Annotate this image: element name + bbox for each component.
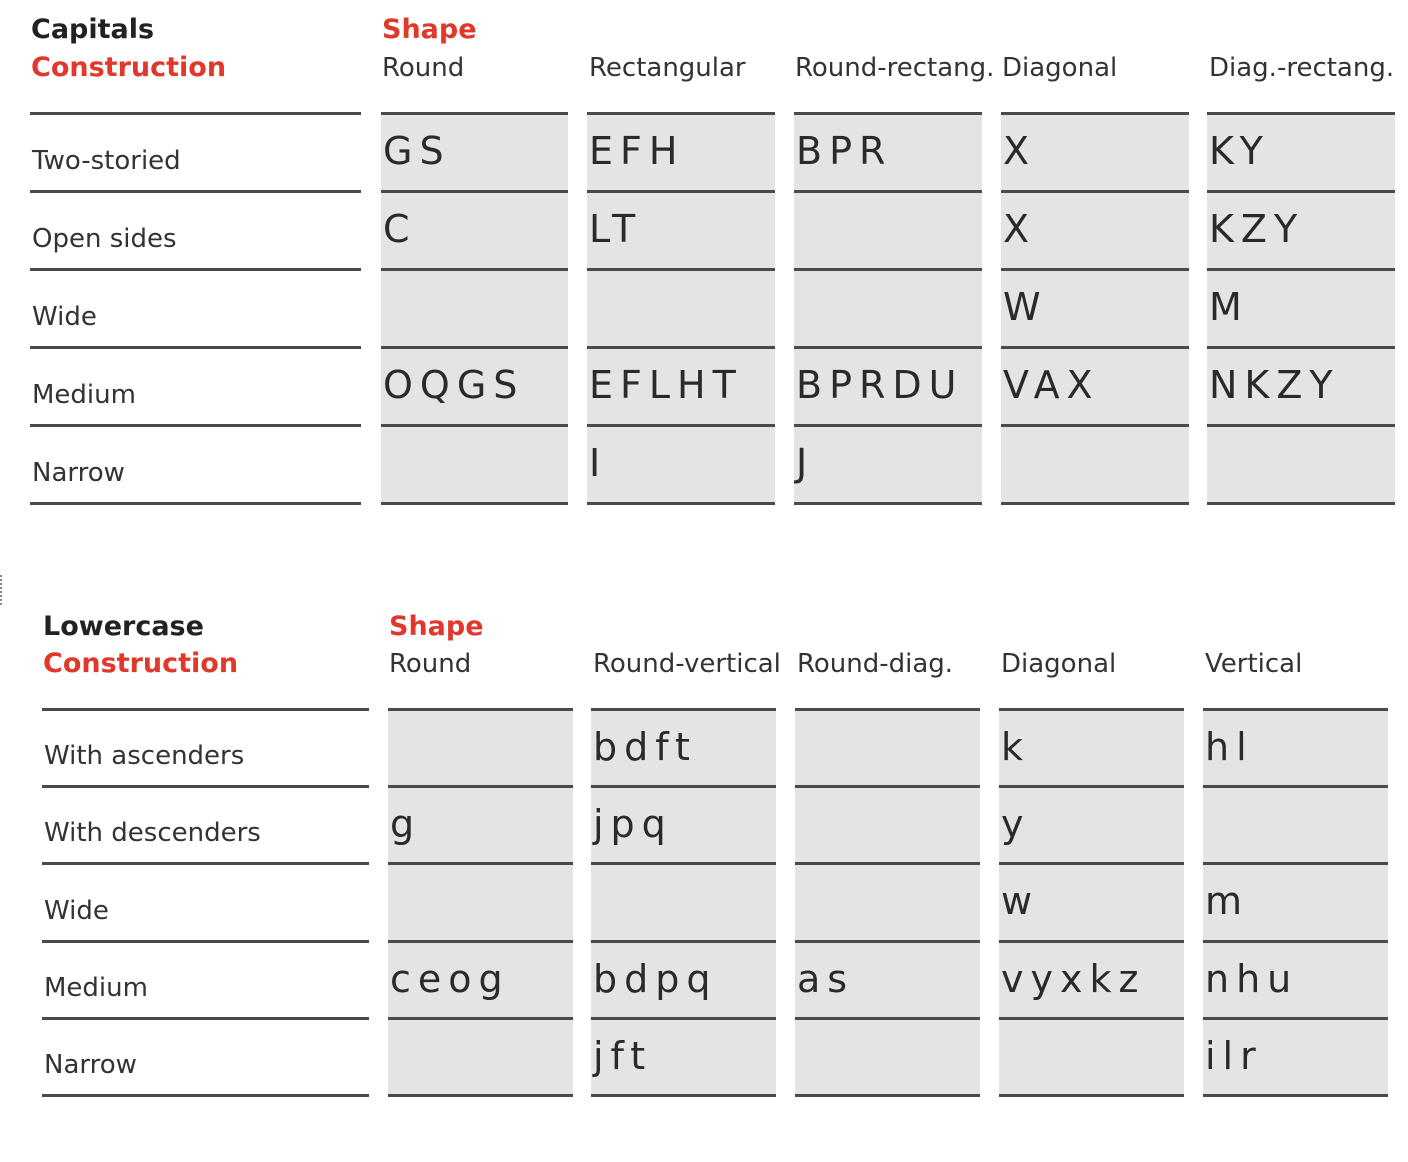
letter-group: I [589,441,608,485]
letter-cell [1207,427,1395,505]
letter-cell [381,349,568,427]
letter-cell [591,943,776,1020]
letter-group: vyxkz [1001,956,1146,1001]
row-label-text: Two-storied [32,146,181,176]
row-label-text: Open sides [32,224,177,254]
letter-group: C [383,207,417,251]
letter-cell [1207,271,1395,349]
letter-cell [587,427,775,505]
row-label [30,427,361,505]
letter-group: EFLHT [589,363,743,407]
row-label-text: Medium [32,380,136,410]
letter-group: BPR [796,129,893,173]
letter-cell [1207,349,1395,427]
letter-cell [1203,865,1388,942]
column-header: Round [389,649,472,679]
letter-cell [1203,788,1388,865]
column-header: Round-rectang. [795,53,995,83]
letter-cell [999,788,1184,865]
row-label [42,943,369,1020]
letter-group: J [796,441,815,485]
letter-group: bdft [593,725,697,769]
letter-group: KZY [1209,207,1305,251]
letter-group: W [1003,285,1048,329]
letter-group: as [797,956,855,1001]
letter-group: k [1001,725,1031,769]
letter-cell [795,943,980,1020]
letter-group: jft [593,1033,653,1078]
letter-cell [1001,349,1189,427]
letter-group: M [1209,285,1249,329]
letter-group: nhu [1205,956,1299,1001]
column-header: Rectangular [589,53,746,83]
row-label-text: With ascenders [44,741,245,772]
letter-group: ilr [1205,1033,1263,1078]
letter-group: X [1003,207,1037,251]
row-label-text: With descenders [44,818,261,849]
row-label-text: Narrow [44,1049,137,1080]
letter-group: KY [1209,129,1270,173]
letter-group: VAX [1003,363,1100,407]
construction-label: Construction [43,648,239,679]
letter-cell [1207,115,1395,193]
letter-cell [1001,427,1189,505]
row-label [42,788,369,865]
letter-group: jpq [593,802,673,847]
letter-cell [587,349,775,427]
letter-cell [388,865,573,942]
letter-cell [587,193,775,271]
letter-cell [1001,115,1189,193]
row-label-text: Medium [44,972,148,1003]
letter-cell [999,865,1184,942]
letter-group: EFH [589,129,685,173]
letter-cell [794,115,982,193]
letter-cell [1001,271,1189,349]
letter-cell [591,1020,776,1097]
letter-cell [999,943,1184,1020]
column-header: Diagonal [1002,53,1118,83]
column-header: Diag.-rectang. [1209,53,1395,83]
letter-cell [388,1020,573,1097]
shape-label: Shape [382,14,477,45]
letter-cell [795,711,980,788]
letter-cell [794,193,982,271]
row-label [42,865,369,942]
letter-cell [795,1020,980,1097]
column-header: Round [382,53,465,83]
row-label [42,1020,369,1097]
letter-cell [794,427,982,505]
column-header: Round-diag. [797,649,954,679]
letter-group: g [390,802,422,847]
row-label [30,271,361,349]
letter-group: NKZY [1209,363,1340,407]
row-label [42,711,369,788]
letter-cell [999,711,1184,788]
letter-cell [1203,1020,1388,1097]
letter-cell [587,271,775,349]
construction-label: Construction [31,52,227,83]
letter-cell [1001,193,1189,271]
column-header: Round-vertical [593,649,781,679]
letter-group: BPRDU [796,363,964,407]
letter-cell [591,865,776,942]
letter-group: w [1001,879,1040,924]
letter-group: m [1205,879,1250,924]
letter-cell [381,193,568,271]
letter-cell [794,349,982,427]
shape-label: Shape [389,611,484,642]
letter-cell [388,943,573,1020]
letter-cell [794,271,982,349]
row-label [30,349,361,427]
letter-group: X [1003,129,1037,173]
letter-cell [388,711,573,788]
table-title: Capitals [31,14,155,45]
letter-group: y [1001,802,1031,847]
table-title: Lowercase [43,611,204,642]
edge-mark [0,575,5,605]
letter-cell [999,1020,1184,1097]
letter-cell [591,788,776,865]
row-label-text: Wide [44,895,109,926]
letter-cell [381,427,568,505]
letter-group: bdpq [593,956,718,1001]
letter-cell [1207,193,1395,271]
letter-group: LT [589,207,643,251]
row-label-text: Wide [32,302,97,332]
row-label [30,193,361,271]
letter-group: hl [1205,725,1254,769]
letter-group: OQGS [383,363,525,407]
letter-cell [1203,943,1388,1020]
letter-group: ceog [390,956,510,1001]
row-label [30,115,361,193]
letter-cell [381,115,568,193]
letter-cell [381,271,568,349]
row-label-text: Narrow [32,458,125,488]
letter-cell [795,865,980,942]
letter-cell [1203,711,1388,788]
column-header: Diagonal [1001,649,1117,679]
column-header: Vertical [1205,649,1303,679]
letter-cell [388,788,573,865]
letter-cell [591,711,776,788]
letter-group: GS [383,129,451,173]
letter-cell [795,788,980,865]
letter-cell [587,115,775,193]
